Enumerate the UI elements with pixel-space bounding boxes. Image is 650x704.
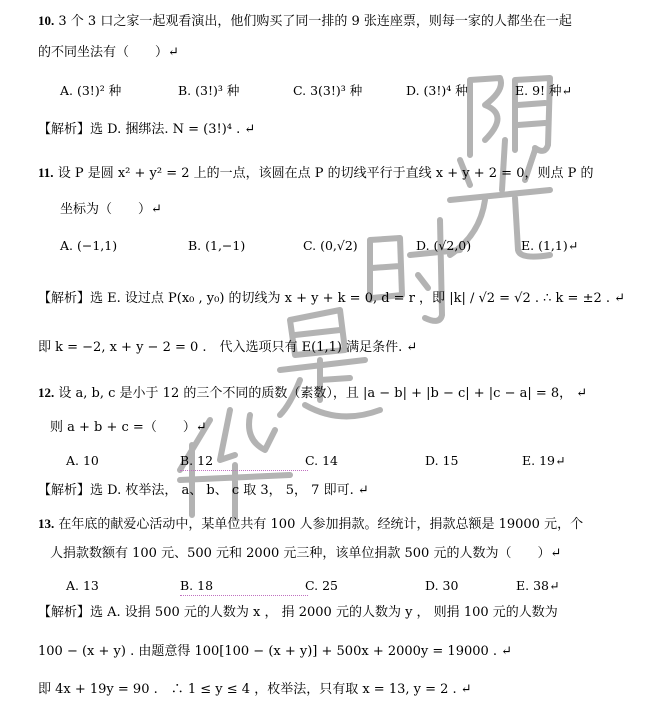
q11-option-c: C. (0,√2) [303, 238, 358, 253]
q10-option-b: B. (3!)³ 种 [178, 83, 240, 98]
q12-option-c: C. 14 [305, 453, 338, 468]
q12-option-d: D. 15 [425, 453, 459, 468]
q12-option-b: B. 12 [180, 452, 308, 471]
q13-stem-line1 [38, 515, 583, 534]
q13-solution-1: 【解析】选 A. 设捐 500 元的人数为 x ， 捐 2000 元的人数为 y ， 则捐 100 元的人数为 [38, 605, 558, 620]
q12-number: 12. [38, 385, 55, 400]
q10-option-d: D. (3!)⁴ 种 [406, 83, 468, 98]
q12-solution: 【解析】选 D. 枚举法， a、 b、 c 取 3， 5， 7 即可. ↵ [38, 483, 369, 498]
q11-stem-line1 [38, 164, 594, 183]
q10-stem-line1 [38, 12, 572, 31]
q10-solution: 【解析】选 D. 捆绑法. N = (3!)⁴ . ↵ [38, 122, 256, 137]
q10-number: 10. [38, 13, 55, 28]
q13-option-c: C. 25 [305, 578, 338, 593]
q11-option-d: D. (√2,0) [416, 238, 472, 253]
q13-solution-3: 即 4x + 19y = 90 . ∴ 1 ≤ y ≤ 4 ，枚举法，只有取 x = 13, y = 2 . ↵ [38, 682, 472, 697]
q13-option-a: A. 13 [66, 578, 99, 593]
q12-stem-line1 [38, 384, 587, 403]
q12-stem-text-2: 则 a + b + c =（ ）↵ [50, 420, 207, 435]
q11-option-e: E. (1,1)↵ [521, 238, 579, 253]
q13-solution-2: 100 − (x + y) . 由题意得 100[100 − (x + y)] + 500x + 2000y = 19000 . ↵ [38, 644, 513, 659]
q10-stem-text-1: 3 个 3 口之家一起观看演出，他们购买了同一排的 9 张连座票，则每一家的人都坐在一起 [58, 14, 572, 29]
q11-solution-1: 【解析】选 E. 设过点 P(x₀ , y₀) 的切线为 x + y + k = 0, d = r ，即 |k| / √2 = √2 . ∴ k = ±2 . ↵ [38, 291, 626, 306]
q11-option-a: A. (−1,1) [60, 238, 118, 253]
q12-option-e: E. 19↵ [522, 453, 566, 468]
q12-stem-text-1: 设 a, b, c 是小于 12 的三个不同的质数（素数），且 |a − b| + |b − c| + |c − a| = 8， ↵ [58, 386, 588, 401]
q11-number: 11. [38, 165, 54, 180]
q10-option-c: C. 3(3!)³ 种 [293, 83, 363, 98]
q10-option-a: A. (3!)² 种 [60, 83, 122, 98]
q10-stem-text-2: 的不同坐法有（ ）↵ [38, 45, 179, 60]
q11-option-b: B. (1,−1) [188, 238, 246, 253]
q13-option-b: B. 18 [180, 577, 308, 596]
q13-option-e: E. 38↵ [516, 578, 560, 593]
q13-number: 13. [38, 516, 55, 531]
q13-stem-text-2: 人捐款数额有 100 元、500 元和 2000 元三种，该单位捐款 500 元的人数为（ ）↵ [50, 546, 562, 561]
q13-stem-text-1: 在年底的献爱心活动中，某单位共有 100 人参加捐款。经统计，捐款总额是 19000 元，个 [58, 517, 584, 532]
q13-option-d: D. 30 [425, 578, 459, 593]
q11-stem-text-2: 坐标为（ ）↵ [60, 202, 162, 217]
q11-solution-2: 即 k = −2, x + y − 2 = 0 . 代入选项只有 E(1,1) 满足条件. ↵ [38, 340, 418, 355]
q12-option-a: A. 10 [66, 453, 99, 468]
q11-stem-text-1: 设 P 是圆 x² + y² = 2 上的一点，该圆在点 P 的切线平行于直线 x + y + 2 = 0，则点 P 的 [57, 166, 594, 181]
q10-option-e: E. 9! 种↵ [515, 83, 572, 98]
